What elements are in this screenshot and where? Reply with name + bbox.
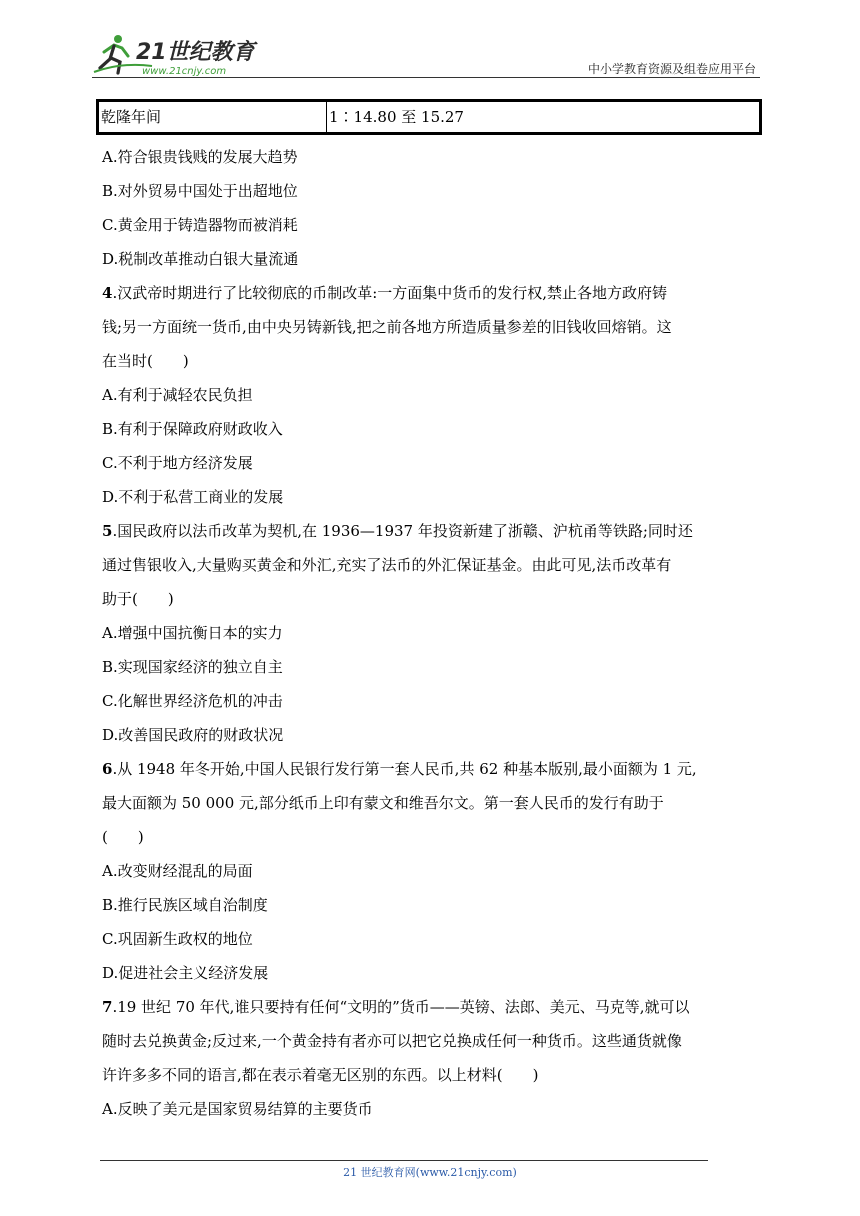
line-text: B.有利于保障政府财政收入: [102, 420, 283, 438]
line-text: D.促进社会主义经济发展: [102, 964, 269, 982]
line-text: B.实现国家经济的独立自主: [102, 658, 283, 676]
line-text: 通过售银收入,大量购买黄金和外汇,充实了法币的外汇保证基金。由此可见,法币改革有: [102, 556, 672, 574]
text-line: [102, 854, 762, 888]
logo-text: 21世纪教育: [136, 40, 255, 65]
text-line: [102, 446, 762, 480]
logo-url: www.21cnjy.com: [142, 66, 227, 77]
line-text: .国民政府以法币改革为契机,在 1936—1937 年投资新建了浙赣、沪杭甬等铁路;同时还: [112, 522, 693, 540]
text-line: [102, 514, 762, 548]
line-text: D.改善国民政府的财政状况: [102, 726, 284, 744]
text-line: [102, 1024, 762, 1058]
line-text: D.税制改革推动白银大量流通: [102, 250, 299, 268]
line-text: A.符合银贵钱贱的发展大趋势: [102, 148, 298, 166]
text-line: [102, 718, 762, 752]
text-line: [102, 1058, 762, 1092]
header-divider: [92, 77, 760, 78]
line-text: 在当时( ): [102, 352, 189, 370]
text-line: [102, 140, 762, 174]
footer-text: 21 世纪教育网(www.21cnjy.com): [343, 1166, 517, 1179]
text-line: [102, 548, 762, 582]
question-content: [102, 140, 762, 1126]
line-text: 最大面额为 50 000 元,部分纸币上印有蒙文和维吾尔文。第一套人民币的发行有助于: [102, 794, 664, 812]
text-line: [102, 650, 762, 684]
text-line: [102, 1092, 762, 1126]
question-number: 5: [102, 522, 113, 540]
table-cell-ratio: 1∶14.80 至 15.27: [329, 108, 464, 126]
line-text: B.推行民族区域自治制度: [102, 896, 268, 914]
text-line: [102, 276, 762, 310]
text-line: [102, 922, 762, 956]
line-text: D.不利于私营工商业的发展: [102, 488, 284, 506]
line-text: C.不利于地方经济发展: [102, 454, 253, 472]
text-line: [102, 786, 762, 820]
line-text: A.改变财经混乱的局面: [102, 862, 253, 880]
table-cell-period: 乾隆年间: [99, 102, 327, 132]
text-line: [102, 616, 762, 650]
line-text: C.化解世界经济危机的冲击: [102, 692, 283, 710]
header-platform-text: 中小学教育资源及组卷应用平台: [587, 62, 756, 76]
line-text: C.黄金用于铸造器物而被消耗: [102, 216, 298, 234]
logo: [92, 32, 262, 78]
text-line: [102, 310, 762, 344]
line-text: B.对外贸易中国处于出超地位: [102, 182, 298, 200]
text-line: [102, 888, 762, 922]
text-line: [102, 480, 762, 514]
line-text: 钱;另一方面统一货币,由中央另铸新钱,把之前各地方所造质量参差的旧钱收回熔销。这: [102, 318, 672, 336]
line-text: ( ): [102, 828, 144, 846]
line-text: C.巩固新生政权的地位: [102, 930, 253, 948]
question-number: 6: [102, 760, 113, 778]
text-line: [102, 990, 762, 1024]
question-number: 7: [102, 998, 113, 1016]
data-table-row: [96, 99, 762, 135]
line-text: .汉武帝时期进行了比较彻底的币制改革:一方面集中货币的发行权,禁止各地方政府铸: [112, 284, 668, 302]
line-text: 许许多多不同的语言,都在表示着毫无区别的东西。以上材料( ): [102, 1066, 539, 1084]
text-line: [102, 412, 762, 446]
line-text: A.增强中国抗衡日本的实力: [102, 624, 283, 642]
page-header: [92, 30, 760, 82]
text-line: [102, 242, 762, 276]
question-number: 4: [102, 284, 113, 302]
text-line: [102, 378, 762, 412]
text-line: [102, 752, 762, 786]
line-text: .从 1948 年冬开始,中国人民银行发行第一套人民币,共 62 种基本版别,最小面额为 1 元,: [112, 760, 697, 778]
text-line: [102, 820, 762, 854]
text-line: [102, 684, 762, 718]
line-text: A.有利于减轻农民负担: [102, 386, 253, 404]
line-text: A.反映了美元是国家贸易结算的主要货币: [102, 1100, 373, 1118]
footer-divider: [100, 1160, 708, 1161]
line-text: 助于( ): [102, 590, 174, 608]
text-line: [102, 344, 762, 378]
text-line: [102, 956, 762, 990]
text-line: [102, 582, 762, 616]
text-line: [102, 174, 762, 208]
text-line: [102, 208, 762, 242]
line-text: 随时去兑换黄金;反过来,一个黄金持有者亦可以把它兑换成任何一种货币。这些通货就像: [102, 1032, 682, 1050]
line-text: .19 世纪 70 年代,谁只要持有任何“文明的”货币——英镑、法郎、美元、马克等,就可以: [112, 998, 690, 1016]
